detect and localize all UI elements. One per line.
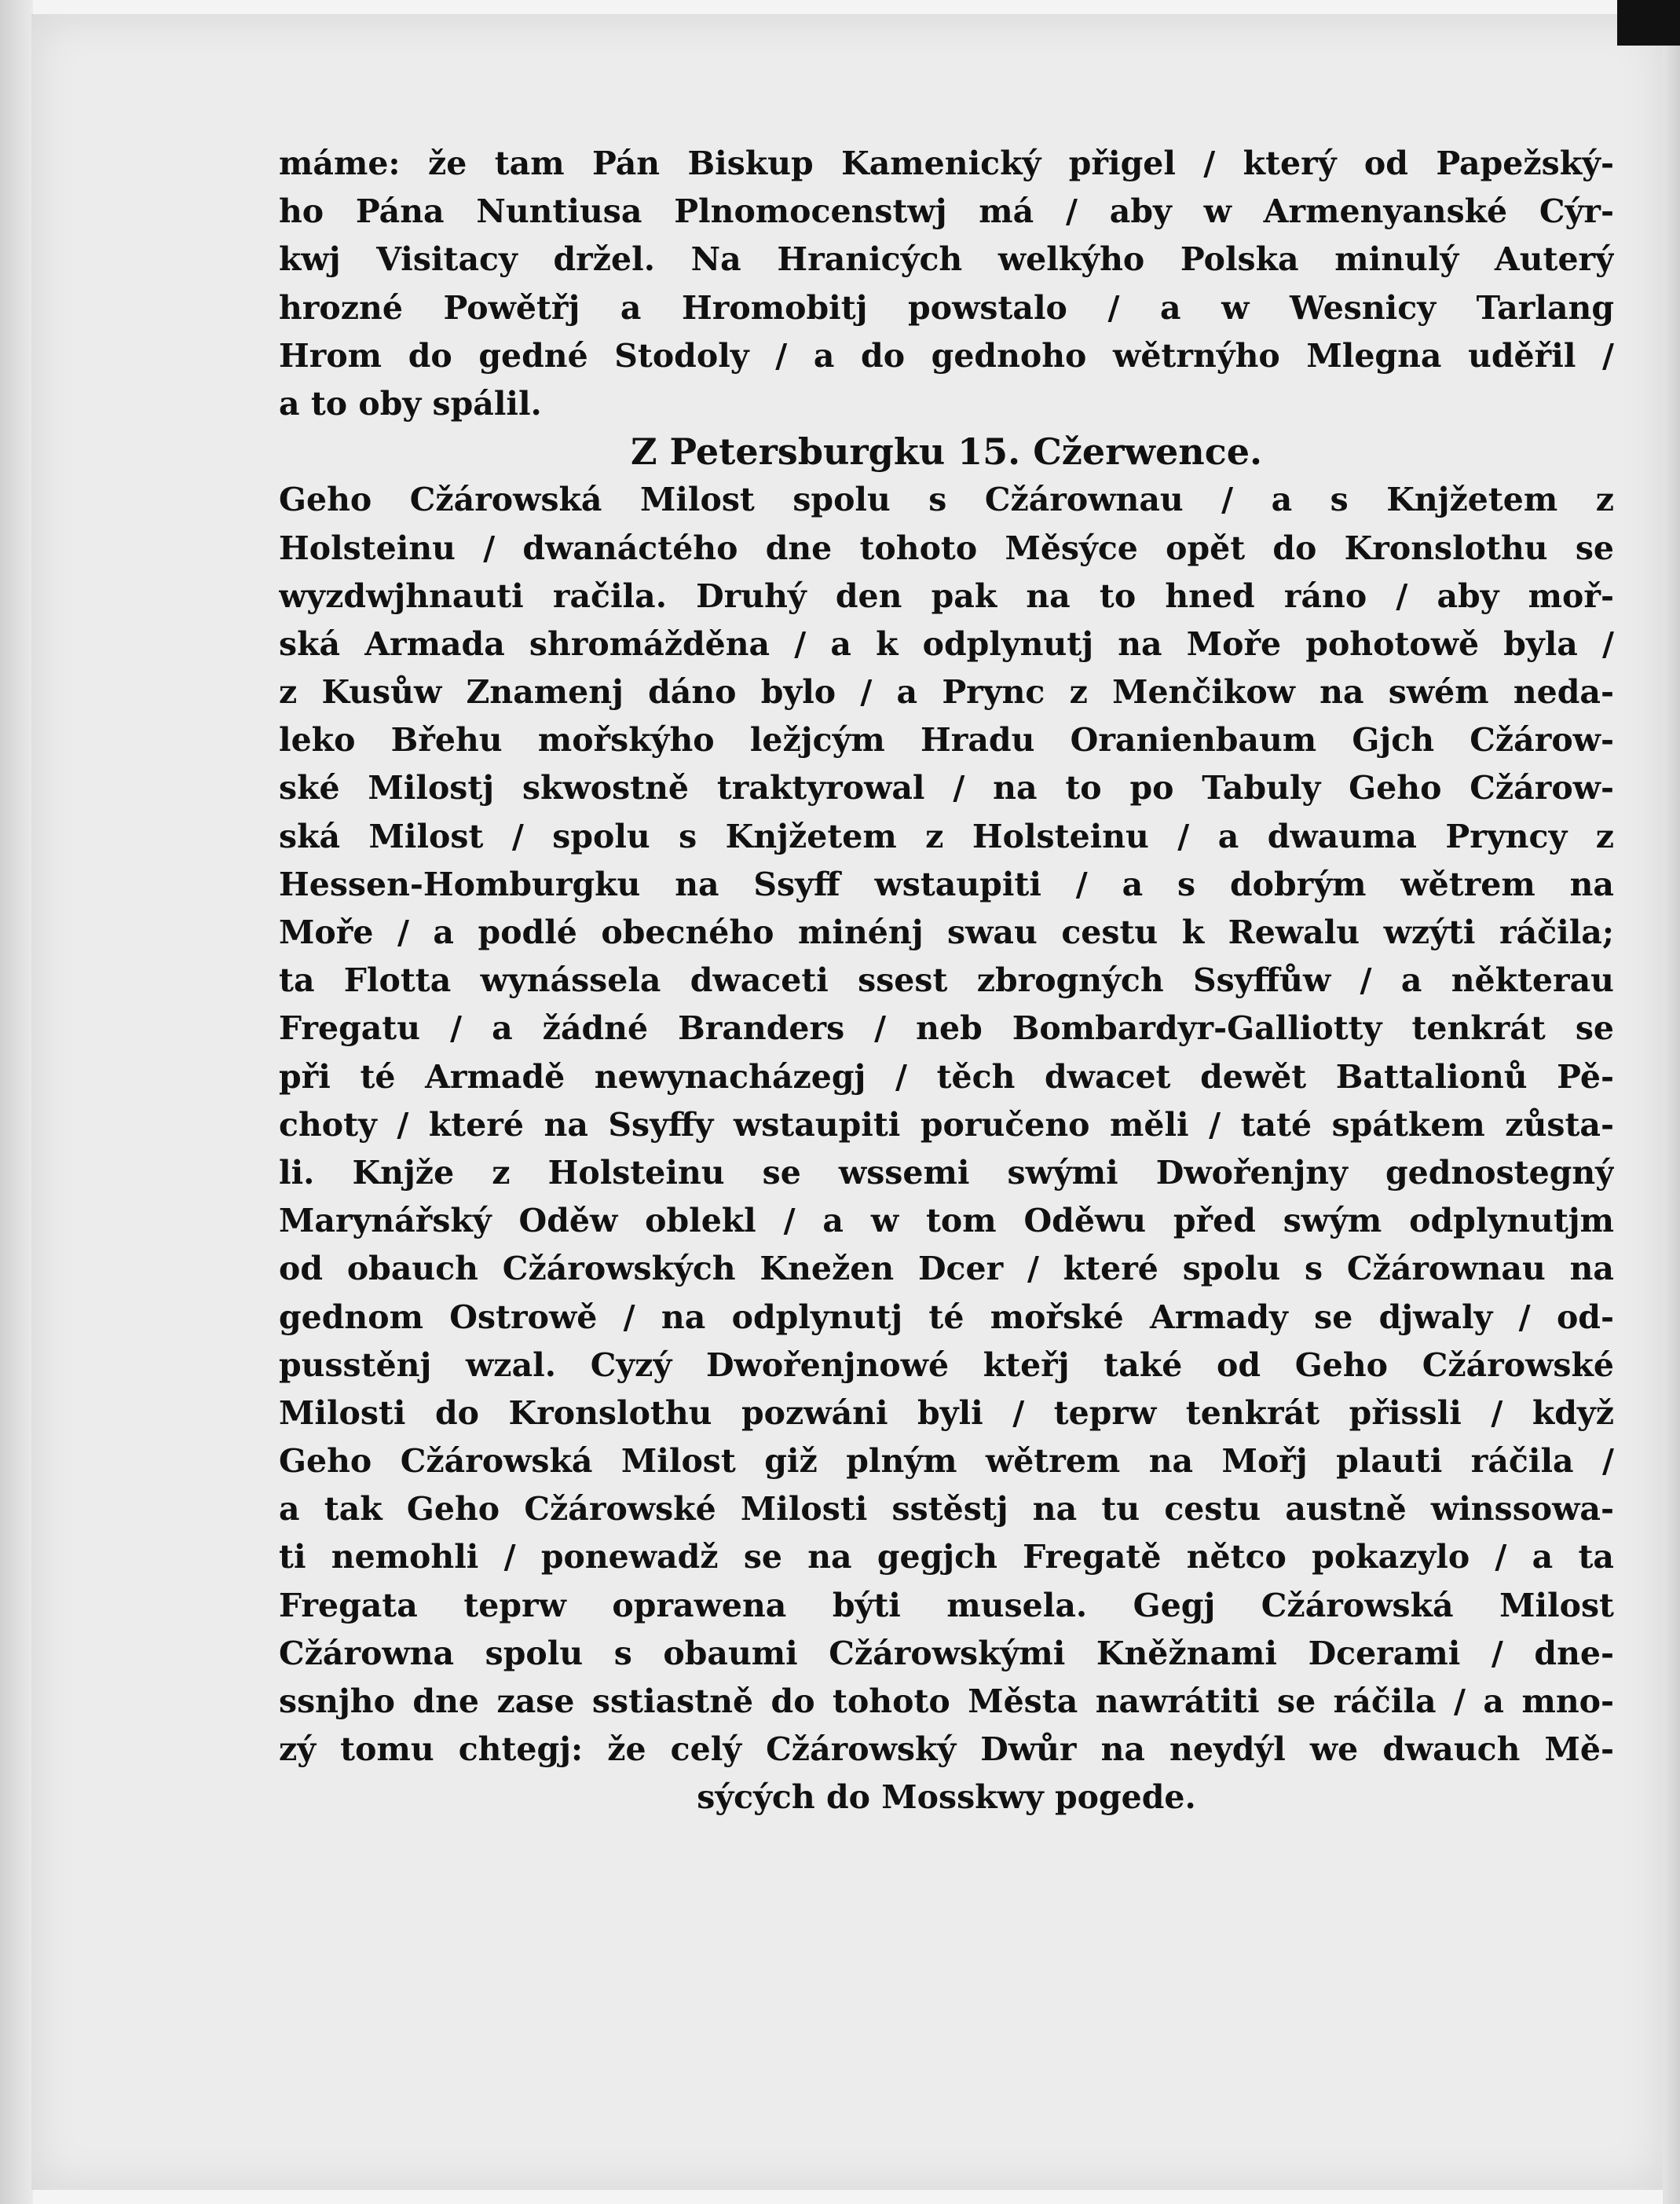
text-line: kwj Visitacy držel. Na Hranicých welkýho Polska minulý Auterý bbox=[279, 240, 1614, 279]
text-line: ské Milostj skwostně traktyrowal / na to po Tabuly Geho Cžárow- bbox=[279, 769, 1614, 807]
left-page-edge bbox=[0, 0, 33, 2204]
text-line: gednom Ostrowě / na odplynutj té mořské Armady se djwaly / od- bbox=[279, 1298, 1614, 1336]
text-line: ho Pána Nuntiusa Plnomocenstwj má / aby w Armenyanské Cýr- bbox=[279, 192, 1614, 231]
text-line: leko Břehu mořskýho ležjcým Hradu Oranienbaum Gjch Cžárow- bbox=[279, 721, 1614, 760]
text-line: Holsteinu / dwanáctého dne tohoto Měsýce opět do Kronslothu se bbox=[279, 529, 1614, 567]
text-line: wyzdwjhnauti račila. Druhý den pak na to hned ráno / aby moř- bbox=[279, 577, 1614, 615]
text-line: zý tomu chtegj: že celý Cžárowský Dwůr na neydýl we dwauch Mě- bbox=[279, 1730, 1614, 1769]
text-line: při té Armadě newynacházegj / těch dwacet dewět Battalionů Pě- bbox=[279, 1057, 1614, 1096]
right-page-edge bbox=[1663, 46, 1680, 2204]
text-line: hrozné Powětřj a Hromobitj powstalo / a w Wesnicy Tarlang bbox=[279, 288, 1614, 327]
text-line: z Kusůw Znamenj dáno bylo / a Prync z Menčikow na swém neda- bbox=[279, 673, 1614, 712]
text-line: Hessen-Homburgku na Ssyff wstaupiti / a s dobrým wětrem na bbox=[279, 865, 1614, 903]
text-line: li. Knjže z Holsteinu se wssemi swými Dwořenjny gednostegný bbox=[279, 1153, 1614, 1192]
text-line: ssnjho dne zase sstiastně do tohoto Města nawrátiti se ráčila / a mno- bbox=[279, 1682, 1614, 1720]
text-line: Moře / a podlé obecného minénj swau cestu k Rewalu wzýti ráčila; bbox=[279, 913, 1614, 951]
text-line: máme: že tam Pán Biskup Kamenický přigel / který od Papežský- bbox=[279, 145, 1614, 182]
text-line: Milosti do Kronslothu pozwáni byli / teprw tenkrát přissli / když bbox=[279, 1393, 1614, 1432]
text-line: Fregata teprw oprawena býti musela. Gegj Cžárowská Milost bbox=[279, 1586, 1614, 1624]
text-line: Marynářský Oděw oblekl / a w tom Oděwu před swým odplynutjm bbox=[279, 1202, 1614, 1240]
text-line: Fregatu / a žádné Branders / neb Bombardyr-Galliotty tenkrát se bbox=[279, 1009, 1614, 1048]
text-line: ská Armada shromážděna / a k odplynutj na Moře pohotowě byla / bbox=[279, 624, 1614, 663]
text-line: ti nemohli / ponewadž se na gegjch Fregatě nětco pokazylo / a ta bbox=[279, 1538, 1614, 1576]
text-line: Hrom do gedné Stodoly / a do gednoho wětrnýho Mlegna uděřil / bbox=[279, 336, 1614, 375]
text-line: Cžárowna spolu s obaumi Cžárowskými Kněžnami Dcerami / dne- bbox=[279, 1634, 1614, 1672]
text-line: choty / které na Ssyffy wstaupiti poručeno měli / taté spátkem zůsta- bbox=[279, 1105, 1614, 1144]
text-line: pusstěnj wzal. Cyzý Dwořenjnowé kteřj také od Geho Cžárowské bbox=[279, 1345, 1614, 1384]
dark-corner bbox=[1617, 0, 1680, 46]
text-line: Geho Cžárowská Milost spolu s Cžárownau / a s Knjžetem z bbox=[279, 481, 1614, 519]
document-text bbox=[279, 140, 1614, 1822]
text-line: a to oby spálil. bbox=[279, 384, 542, 423]
text-line: ská Milost / spolu s Knjžetem z Holsteinu / a dwauma Pryncy z bbox=[279, 817, 1614, 855]
text-line: ta Flotta wynássela dwaceti ssest zbrogných Ssyffůw / a některau bbox=[279, 961, 1614, 1000]
text-line: a tak Geho Cžárowské Milosti sstěstj na tu cestu austně winssowa- bbox=[279, 1490, 1614, 1529]
text-line: Geho Cžárowská Milost giž plným wětrem na Mořj plauti ráčila / bbox=[279, 1442, 1614, 1481]
final-text-line: sýcých do Mosskwy pogede. bbox=[697, 1778, 1196, 1817]
text-line: od obauch Cžárowských Knežen Dcer / které spolu s Cžárownau na bbox=[279, 1250, 1614, 1288]
section-heading: Z Petersburgku 15. Cžerwence. bbox=[630, 430, 1263, 474]
